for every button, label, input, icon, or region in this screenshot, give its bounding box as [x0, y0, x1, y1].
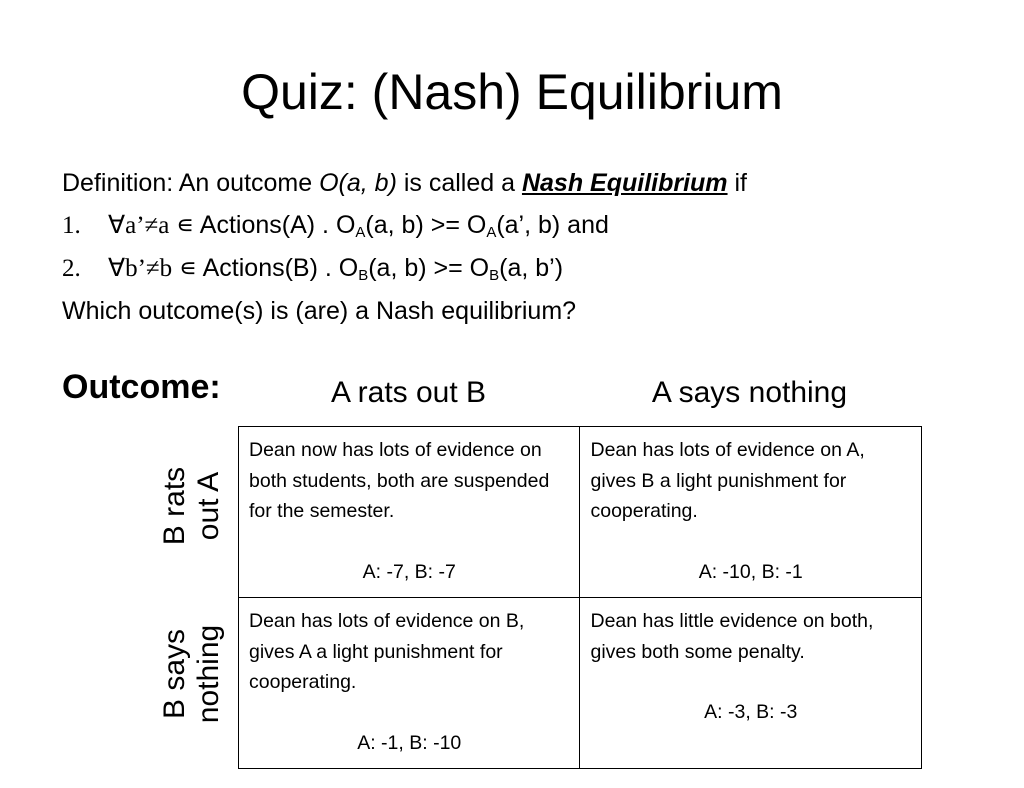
definition-line — [62, 162, 1002, 204]
definition-middle: is called a — [396, 169, 522, 197]
row-header-line: B rats — [158, 466, 191, 546]
definition-suffix: if — [727, 169, 747, 197]
cell-payoff: A: -10, B: -1 — [698, 560, 803, 583]
outcome-label: Outcome: — [62, 368, 221, 406]
cell-payoff: A: -1, B: -10 — [357, 731, 462, 754]
cell-description: Dean has lots of evidence on B, gives A a light punishment for cooperating. — [249, 610, 525, 693]
slide-title: Quiz: (Nash) Equilibrium — [241, 64, 783, 120]
condition-quantifier: ∀b’≠b — [108, 255, 173, 282]
condition-end: (a’, b) and — [496, 211, 609, 239]
payoff-matrix — [238, 426, 922, 769]
definition-block — [62, 162, 1002, 332]
definition-prefix: Definition: An outcome — [62, 169, 320, 197]
condition-end: (a, b’) — [499, 254, 564, 282]
matrix-cell — [580, 427, 922, 598]
matrix-cell — [239, 427, 580, 598]
row-header-line: B says — [158, 628, 191, 720]
condition-quantifier: ∀a’≠a — [108, 212, 170, 239]
cell-payoff: A: -7, B: -7 — [362, 560, 456, 583]
column-header-a-silent: A says nothing — [651, 376, 848, 409]
condition-1 — [62, 204, 1002, 247]
row-header-line: nothing — [192, 624, 225, 724]
outcome-symbol: O(a, b) — [319, 169, 397, 197]
condition-number: 1. — [62, 212, 81, 239]
matrix-row — [239, 427, 922, 598]
cell-description: Dean has little evidence on both, gives both some penalty. — [590, 610, 874, 663]
condition-set: ∊ Actions(B) . O — [172, 254, 359, 282]
condition-subscript: A — [355, 224, 366, 241]
row-header-line: out A — [192, 471, 225, 541]
matrix-row — [239, 598, 922, 769]
column-header-a-rats: A rats out B — [330, 376, 487, 409]
question-line: Which outcome(s) is (are) a Nash equilibrium? — [62, 297, 577, 325]
row-header-b-silent — [158, 560, 226, 788]
nash-equilibrium-term: Nash Equilibrium — [521, 169, 728, 197]
condition-set: ∊ Actions(A) . O — [169, 211, 356, 239]
cell-description: Dean has lots of evidence on A, gives B a light punishment for cooperating. — [590, 439, 865, 522]
matrix-cell — [580, 598, 922, 769]
condition-2 — [62, 247, 1002, 290]
condition-subscript: B — [489, 267, 500, 284]
condition-mid: (a, b) >= O — [368, 254, 490, 282]
condition-subscript: A — [486, 224, 497, 241]
matrix-cell — [239, 598, 580, 769]
cell-payoff: A: -3, B: -3 — [704, 701, 798, 723]
condition-mid: (a, b) >= O — [365, 211, 487, 239]
cell-description: Dean now has lots of evidence on both students, both are suspended for the semester. — [249, 439, 550, 522]
condition-number: 2. — [62, 255, 81, 282]
condition-subscript: B — [358, 267, 369, 284]
